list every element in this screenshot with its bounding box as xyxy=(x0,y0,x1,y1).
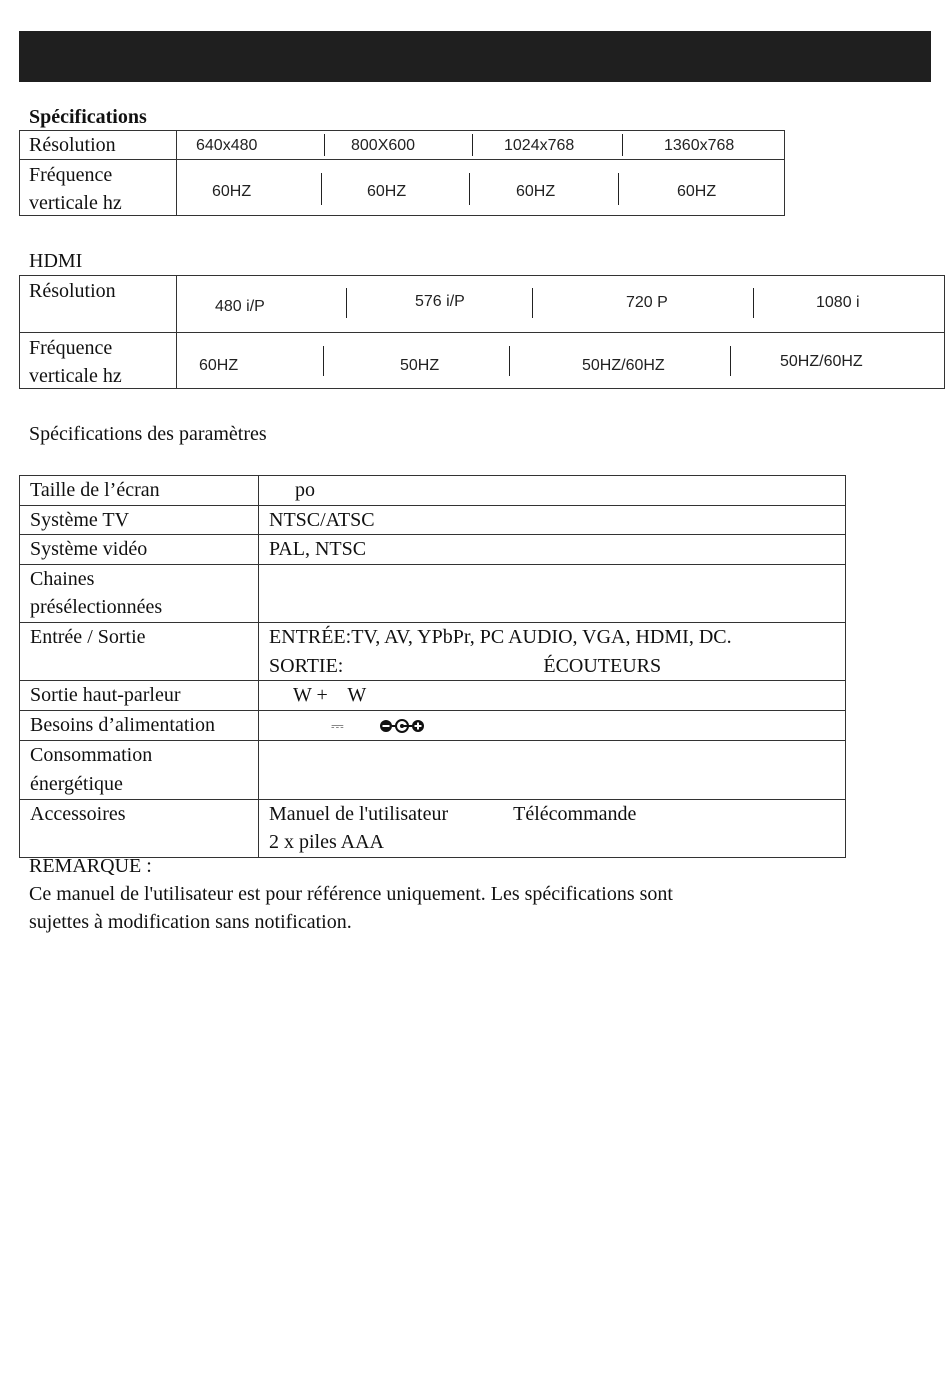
accessories-batteries: 2 x piles AAA xyxy=(269,831,384,854)
table-row xyxy=(20,535,846,565)
accessories-remote: Télécommande xyxy=(513,802,637,825)
vga-frequency-label-line1: Fréquence xyxy=(29,164,113,186)
vga-resolution-2: 800X600 xyxy=(351,137,416,154)
power-value xyxy=(259,710,846,741)
io-output-prefix: SORTIE: xyxy=(269,654,344,677)
speaker-wattage: W + W xyxy=(293,684,367,707)
consumption-label xyxy=(20,741,259,799)
vga-resolution-4: 1360x768 xyxy=(664,137,735,154)
note-line1: Ce manuel de l'utilisateur est pour référence uniquement. Les spécifications sont xyxy=(29,883,673,905)
tv-system-value: NTSC/ATSC xyxy=(259,505,846,535)
hdmi-frequency-3: 50HZ/60HZ xyxy=(582,357,665,374)
presets-label-line2: présélectionnées xyxy=(30,596,163,619)
accessories-label: Accessoires xyxy=(20,799,259,857)
hdmi-resolution-3: 720 P xyxy=(626,294,668,311)
vga-spec-table xyxy=(19,130,785,216)
accessories-value xyxy=(259,799,846,857)
accessories-manual: Manuel de l'utilisateur xyxy=(269,802,449,825)
presets-label-line1: Chaines xyxy=(30,567,95,590)
hdmi-resolution-2: 576 i/P xyxy=(415,293,465,310)
vga-resolution-3: 1024x768 xyxy=(504,137,575,154)
vga-frequency-3: 60HZ xyxy=(516,183,556,200)
dc-symbol-icon: ⎓ xyxy=(331,715,344,735)
screen-size-value xyxy=(259,476,846,506)
io-output-line xyxy=(269,652,845,681)
table-row xyxy=(20,564,846,622)
hdmi-resolution-4: 1080 i xyxy=(816,294,860,311)
parameters-table xyxy=(19,475,846,858)
table-row xyxy=(20,622,846,680)
vga-frequency-label-line2: verticale hz xyxy=(29,192,122,214)
vga-resolution-1: 640x480 xyxy=(196,137,258,154)
io-input: ENTRÉE:TV, AV, YPbPr, PC AUDIO, VGA, HDMI, DC. xyxy=(269,625,732,648)
table-row xyxy=(20,505,846,535)
vga-resolution-label: Résolution xyxy=(29,134,116,156)
hdmi-frequency-label-line2: verticale hz xyxy=(29,365,122,387)
hdmi-heading: HDMI xyxy=(29,250,83,272)
hdmi-resolution-label: Résolution xyxy=(29,280,116,302)
accessories-line1 xyxy=(269,800,845,829)
polarity-icon xyxy=(379,718,425,734)
screen-size-unit: po xyxy=(295,479,315,501)
speaker-value xyxy=(259,681,846,711)
consumption-label-line1: Consommation xyxy=(30,744,153,767)
note-heading: REMARQUE : xyxy=(29,855,152,877)
vga-frequency-2: 60HZ xyxy=(367,183,407,200)
hdmi-spec-table xyxy=(19,275,945,389)
hdmi-frequency-4: 50HZ/60HZ xyxy=(780,353,863,370)
io-value xyxy=(259,622,846,680)
power-label: Besoins d’alimentation xyxy=(20,710,259,741)
hdmi-frequency-label-line1: Fréquence xyxy=(29,337,113,359)
io-label: Entrée / Sortie xyxy=(20,622,259,680)
tv-system-label: Système TV xyxy=(20,505,259,535)
table-row xyxy=(20,681,846,711)
io-output-value: ÉCOUTEURS xyxy=(543,654,662,677)
table-row xyxy=(20,799,846,857)
consumption-value xyxy=(259,741,846,799)
specifications-title: Spécifications xyxy=(29,106,147,128)
table-row xyxy=(20,741,846,799)
table-row xyxy=(20,710,846,741)
note-line2: sujettes à modification sans notification. xyxy=(29,911,352,933)
header-bar xyxy=(19,31,931,82)
presets-value xyxy=(259,564,846,622)
table-row xyxy=(20,476,846,506)
parameters-heading: Spécifications des paramètres xyxy=(29,423,267,445)
screen-size-label: Taille de l’écran xyxy=(20,476,259,506)
hdmi-frequency-1: 60HZ xyxy=(199,357,239,374)
hdmi-frequency-2: 50HZ xyxy=(400,357,440,374)
presets-label xyxy=(20,564,259,622)
hdmi-resolution-1: 480 i/P xyxy=(215,298,265,315)
speaker-label: Sortie haut-parleur xyxy=(20,681,259,711)
vga-frequency-1: 60HZ xyxy=(212,183,252,200)
video-system-value: PAL, NTSC xyxy=(259,535,846,565)
consumption-label-line2: énergétique xyxy=(30,772,123,795)
vga-frequency-4: 60HZ xyxy=(677,183,717,200)
video-system-label: Système vidéo xyxy=(20,535,259,565)
